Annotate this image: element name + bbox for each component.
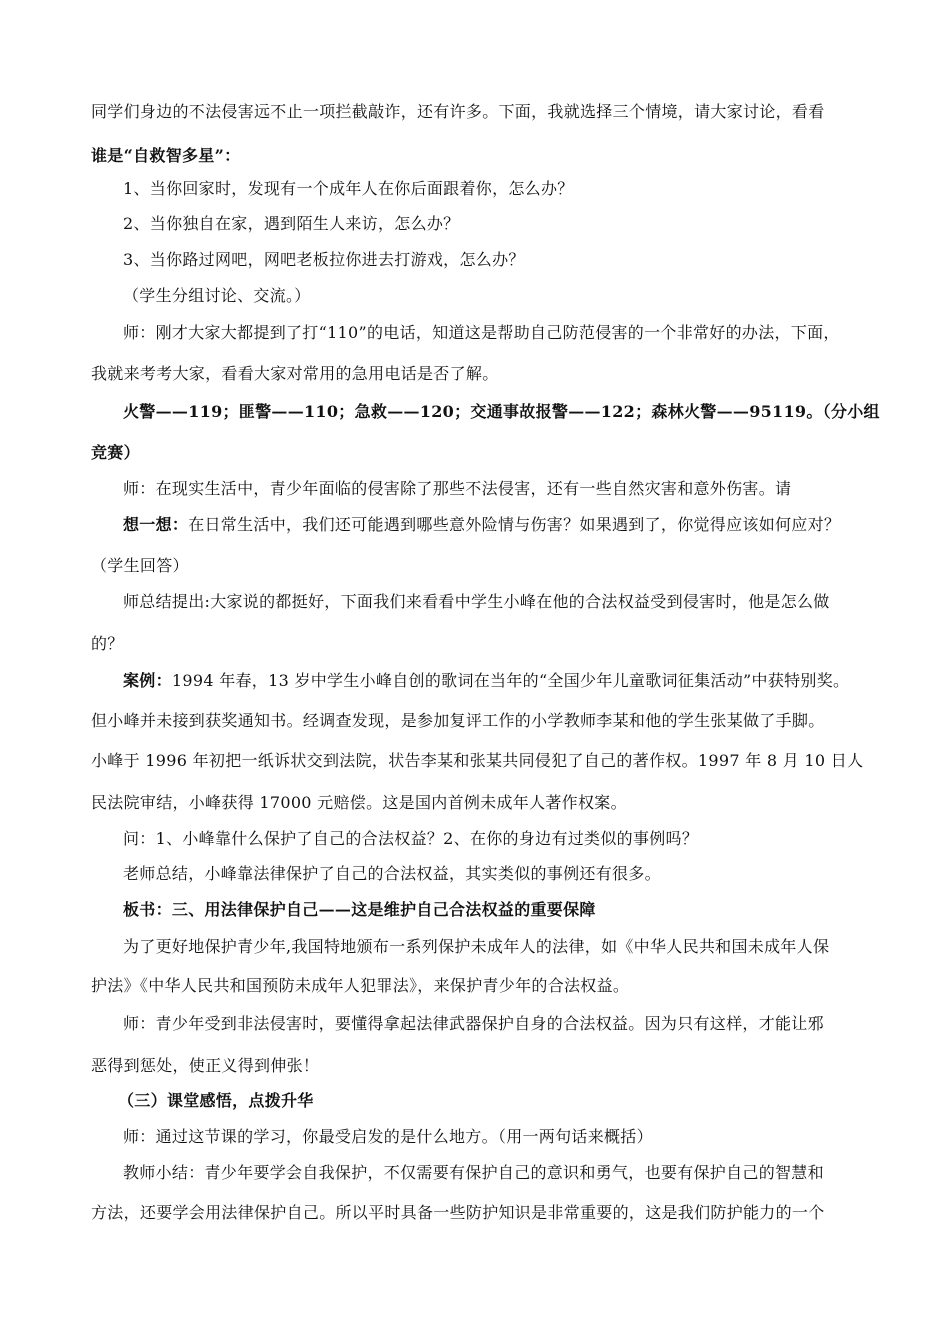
list-item: 1、当你回家时，发现有一个成年人在你后面跟着你，怎么办？ bbox=[123, 179, 574, 198]
paragraph-line: 师：通过这节课的学习，你最受启发的是什么地方。（用一两句话来概括） bbox=[123, 1127, 653, 1146]
paragraph-line: 的？ bbox=[91, 634, 124, 653]
emergency-numbers-line: 竞赛） bbox=[91, 443, 140, 462]
blackboard-heading: 板书：三、用法律保护自己——这是维护自己合法权益的重要保障 bbox=[123, 900, 596, 919]
paragraph-line: 小峰于 1996 年初把一纸诉状交到法院，状告李某和张某共同侵犯了自己的著作权。1997 年 8 月 10 日人 bbox=[91, 751, 864, 770]
paragraph-line: 我就来考考大家，看看大家对常用的急用电话是否了解。 bbox=[91, 364, 499, 383]
heading-line: 谁是“自救智多星”： bbox=[91, 146, 241, 165]
paragraph-line: （学生分组讨论、交流。） bbox=[123, 286, 311, 305]
paragraph-line: （学生回答） bbox=[91, 556, 189, 575]
think-label: 想一想： bbox=[123, 515, 189, 534]
paragraph-line: 师：在现实生活中，青少年面临的侵害除了那些不法侵害，还有一些自然灾害和意外伤害。请 bbox=[123, 479, 792, 498]
paragraph-line: 同学们身边的不法侵害远不止一项拦截敲诈，还有许多。下面，我就选择三个情境，请大家讨论，看看 bbox=[91, 102, 825, 121]
paragraph-line: 师总结提出:大家说的都挺好，下面我们来看看中学生小峰在他的合法权益受到侵害时，他是怎么做 bbox=[123, 592, 830, 611]
paragraph-line: 民法院审结，小峰获得 17000 元赔偿。这是国内首例未成年人著作权案。 bbox=[91, 793, 627, 812]
paragraph-line bbox=[123, 514, 903, 536]
paragraph-line bbox=[123, 670, 903, 692]
list-item: 2、当你独自在家，遇到陌生人来访，怎么办？ bbox=[123, 214, 460, 233]
question-line: 问：1、小峰靠什么保护了自己的合法权益？2、在你的身边有过类似的事例吗？ bbox=[123, 829, 699, 848]
paragraph-line: 老师总结，小峰靠法律保护了自己的合法权益，其实类似的事例还有很多。 bbox=[123, 864, 661, 883]
paragraph-line: 但小峰并未接到获奖通知书。经调查发现，是参加复评工作的小学教师李某和他的学生张某做了手脚。 bbox=[91, 711, 825, 730]
paragraph-line: 护法》《中华人民共和国预防未成年人犯罪法》，来保护青少年的合法权益。 bbox=[91, 976, 630, 995]
paragraph-line: 恶得到惩处，使正义得到伸张！ bbox=[91, 1056, 320, 1075]
paragraph-line: 师：刚才大家大都提到了打“110”的电话，知道这是帮助自己防范侵害的一个非常好的办法，下面， bbox=[123, 323, 840, 342]
case-label: 案例： bbox=[123, 671, 172, 690]
emergency-numbers-line: 火警——119；匪警——110；急救——120；交通事故报警——122；森林火警——95119。（分小组 bbox=[123, 402, 880, 421]
case-text: 1994 年春，13 岁中学生小峰自创的歌词在当年的“全国少年儿童歌词征集活动”中获特别奖。 bbox=[171, 671, 850, 690]
think-text: 在日常生活中，我们还可能遇到哪些意外险情与伤害？如果遇到了，你觉得应该如何应对？ bbox=[188, 515, 841, 534]
paragraph-line: 方法，还要学会用法律保护自己。所以平时具备一些防护知识是非常重要的，这是我们防护能力的一个 bbox=[91, 1203, 825, 1222]
section-heading: （三）课堂感悟，点拨升华 bbox=[118, 1091, 314, 1110]
list-item: 3、当你路过网吧，网吧老板拉你进去打游戏，怎么办？ bbox=[123, 250, 525, 269]
paragraph-line: 师：青少年受到非法侵害时，要懂得拿起法律武器保护自身的合法权益。因为只有这样，才能让邪 bbox=[123, 1014, 824, 1033]
paragraph-line: 为了更好地保护青少年,我国特地颁布一系列保护未成年人的法律，如《中华人民共和国未成年人保 bbox=[123, 937, 830, 956]
paragraph-line: 教师小结：青少年要学会自我保护，不仅需要有保护自己的意识和勇气，也要有保护自己的智慧和 bbox=[123, 1163, 824, 1182]
